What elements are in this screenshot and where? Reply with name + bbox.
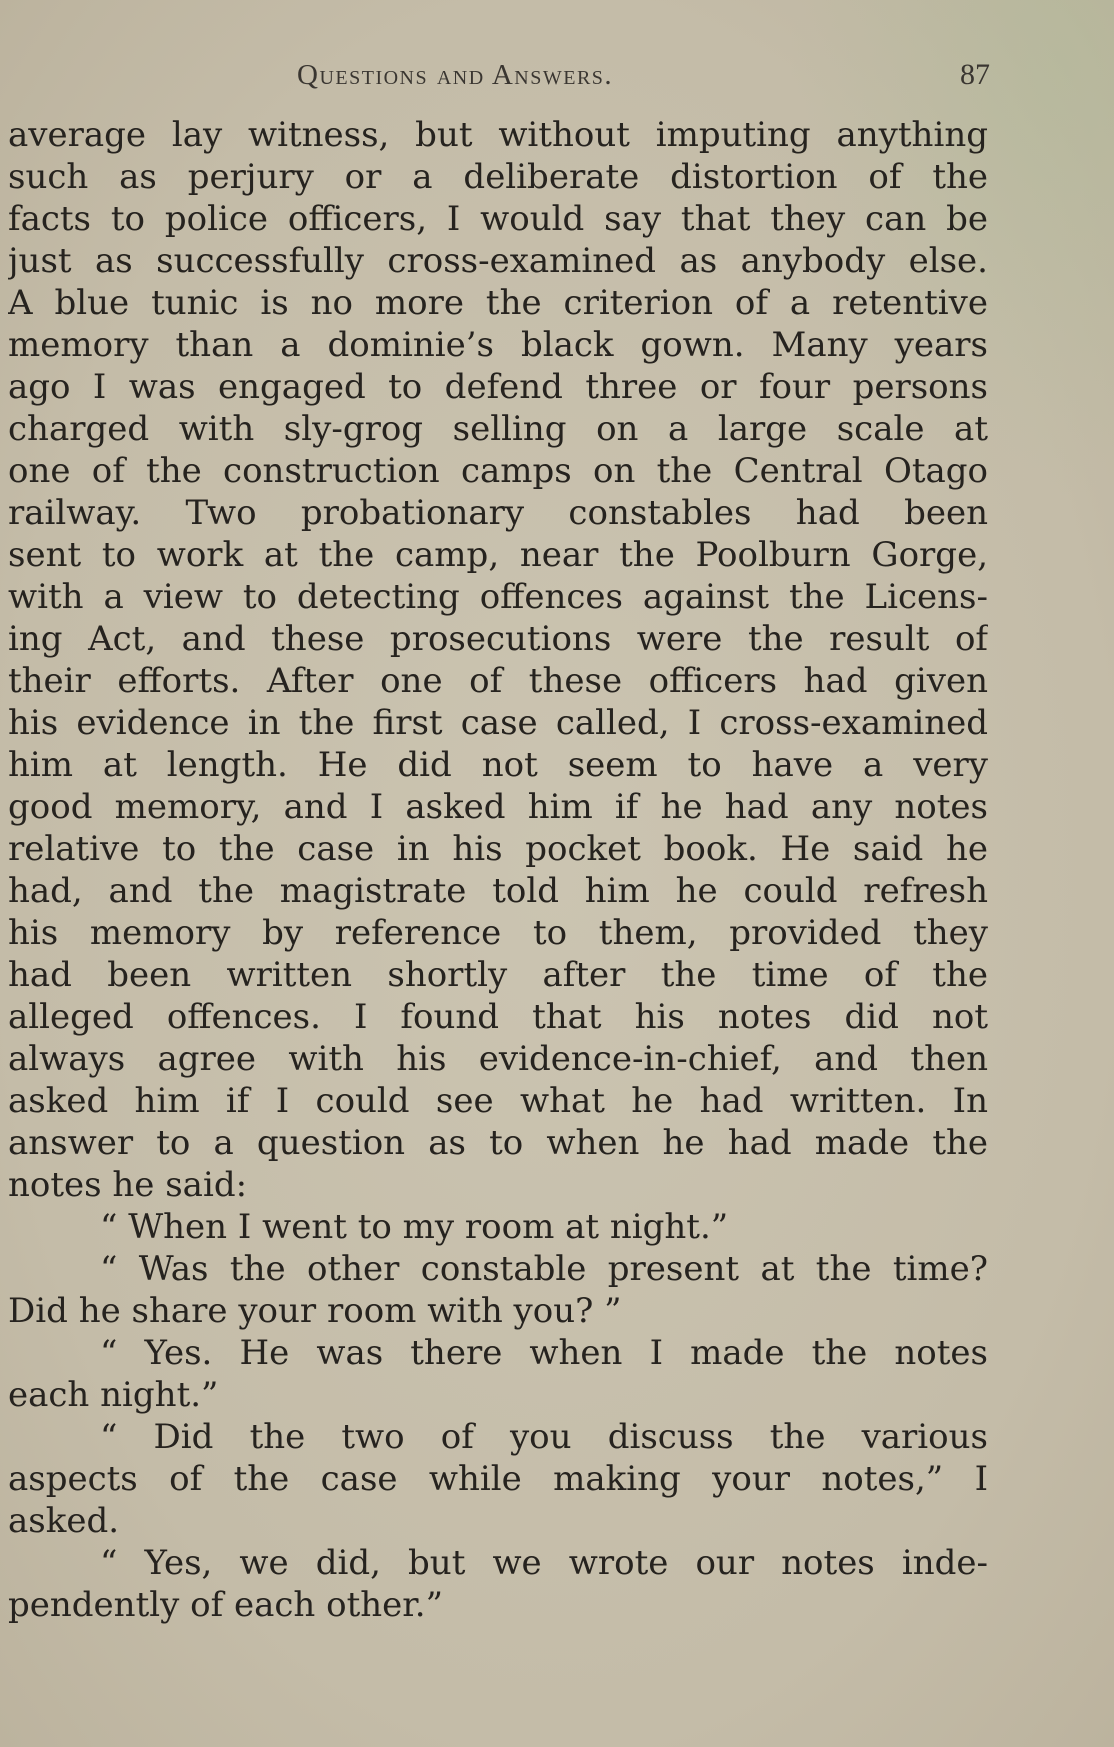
text-line: always agree with his evidence-in-chief, and then [8,1039,988,1079]
text-line: alleged offences. I found that his notes did not [8,997,988,1037]
text-line: such as perjury or a deliberate distortion of the [8,157,988,197]
text-line: Did he share your room with you? ” [8,1291,622,1331]
page-number: 87 [960,58,990,91]
text-line: had been written shortly after the time of the [8,955,988,995]
body-text [8,114,988,1626]
text-line: aspects of the case while making your notes,” I [8,1459,988,1499]
text-line: just as successfully cross-examined as anybody else. [8,241,988,281]
text-line: “ Yes, we did, but we wrote our notes inde- [100,1543,988,1583]
text-line: had, and the magistrate told him he could refresh [8,871,988,911]
text-line: notes he said: [8,1165,248,1205]
text-line: with a view to detecting offences against the Licens- [8,577,988,617]
text-line: A blue tunic is no more the criterion of a retentive [8,283,988,323]
text-line: his evidence in the first case called, I cross-examined [8,703,988,743]
text-line: answer to a question as to when he had made the [8,1123,988,1163]
text-line: asked. [8,1501,120,1541]
text-line: pendently of each other.” [8,1585,443,1625]
text-line: each night.” [8,1375,219,1415]
text-line: facts to police officers, I would say that they can be [8,199,988,239]
text-line: sent to work at the camp, near the Poolburn Gorge, [8,535,988,575]
running-title: Questions and Answers. [297,59,614,91]
running-head [0,55,1114,95]
text-line: ing Act, and these prosecutions were the result of [8,619,988,659]
text-line: memory than a dominie’s black gown. Many years [8,325,988,365]
text-line: “ When I went to my room at night.” [100,1207,729,1247]
text-line: their efforts. After one of these officers had given [8,661,988,701]
text-line: his memory by reference to them, provided they [8,913,988,953]
text-line: average lay witness, but without imputing anything [8,115,988,155]
text-line: charged with sly-grog selling on a large scale at [8,409,988,449]
text-line: good memory, and I asked him if he had any notes [8,787,988,827]
text-line: ago I was engaged to defend three or four persons [8,367,988,407]
text-line: relative to the case in his pocket book. He said he [8,829,988,869]
text-line: one of the construction camps on the Central Otago [8,451,988,491]
text-line: “ Was the other constable present at the time? [100,1249,988,1289]
text-line: asked him if I could see what he had written. In [8,1081,988,1121]
text-line: “ Did the two of you discuss the various [100,1417,988,1457]
text-line: “ Yes. He was there when I made the notes [100,1333,988,1373]
text-line: railway. Two probationary constables had been [8,493,988,533]
text-line: him at length. He did not seem to have a very [8,745,988,785]
